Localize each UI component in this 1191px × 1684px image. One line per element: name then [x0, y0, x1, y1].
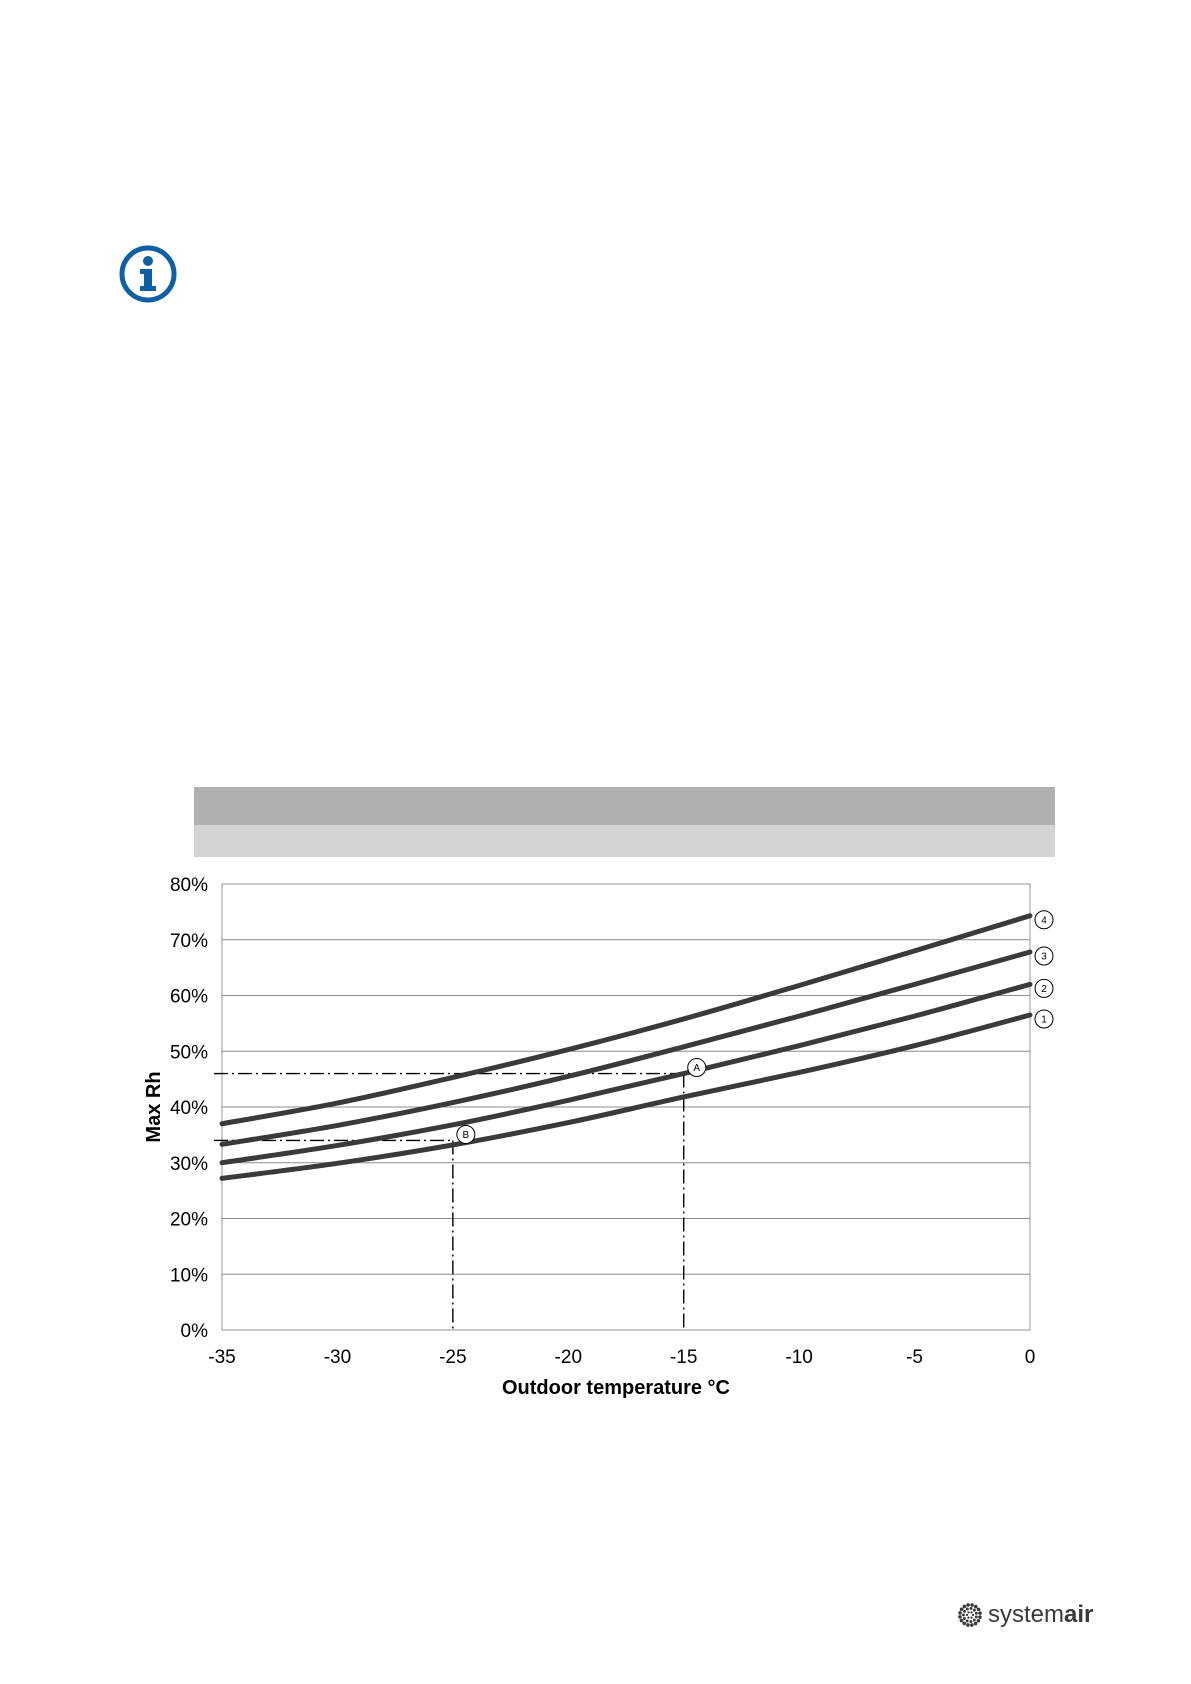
y-tick-label: 0% [180, 1321, 208, 1342]
logo-dot [970, 1611, 972, 1613]
logo-text [988, 1601, 1093, 1629]
chart-svg [130, 860, 1080, 1420]
series-end-label: 2 [1041, 983, 1047, 995]
series-layer [222, 916, 1030, 1179]
annotation-label: A [693, 1063, 701, 1075]
series-end-label: 4 [1041, 915, 1047, 927]
logo-dot [975, 1616, 978, 1619]
x-axis-title: Outdoor temperature °C [501, 1377, 731, 1399]
table-subheader-band [194, 825, 1055, 857]
logo-dot [966, 1620, 969, 1623]
y-tick-label: 80% [169, 875, 208, 896]
x-tick-label: -30 [323, 1347, 352, 1368]
logo-dot [975, 1612, 978, 1615]
logo-dot [958, 1615, 962, 1619]
y-axis-title: Max Rh [143, 1071, 165, 1143]
logo-dot [978, 1615, 982, 1619]
x-tick-label: -10 [785, 1347, 813, 1368]
x-tick-label: 0 [1024, 1347, 1036, 1368]
annotation-label: B [462, 1129, 470, 1141]
logo-dot [958, 1611, 962, 1615]
series-line [222, 1015, 1030, 1178]
y-tick-label: 40% [169, 1098, 208, 1119]
sunburst-dots-icon [958, 1603, 982, 1627]
y-tick-label: 70% [169, 930, 208, 952]
logo-dot [973, 1609, 976, 1612]
y-tick-label: 60% [169, 986, 208, 1008]
y-tick-label: 30% [169, 1153, 208, 1175]
info-icon-graphic [118, 244, 178, 304]
logo-dot [967, 1611, 969, 1613]
logo-dot [974, 1622, 978, 1626]
logo-dot [970, 1603, 974, 1607]
x-tick-label: -25 [439, 1347, 467, 1368]
max-rh-chart [130, 860, 1080, 1420]
logo-text-light: system [988, 1601, 1065, 1628]
logo-dot [960, 1619, 964, 1623]
x-tick-label: -35 [208, 1347, 236, 1368]
logo-dot [963, 1617, 966, 1620]
logo-text-bold: air [1064, 1601, 1094, 1628]
y-tick-label: 10% [169, 1265, 208, 1287]
logo-dot [966, 1603, 970, 1607]
logo-dot [963, 1610, 966, 1613]
logo-dot [977, 1608, 981, 1612]
x-tick-label: -20 [554, 1347, 583, 1368]
y-tick-label: 20% [169, 1209, 208, 1231]
x-tick-label: -15 [669, 1347, 698, 1368]
info-icon [118, 244, 178, 304]
logo-dot [974, 1605, 978, 1609]
series-end-label: 1 [1041, 1014, 1047, 1026]
systemair-logo [958, 1598, 1093, 1632]
series-end-label: 3 [1041, 951, 1047, 963]
logo-dot [966, 1623, 970, 1627]
logo-dot [970, 1623, 974, 1627]
logo-dot [960, 1607, 964, 1611]
y-tick-label: 50% [169, 1042, 208, 1064]
x-tick-label: -5 [906, 1347, 924, 1368]
logo-dot [962, 1613, 965, 1616]
logo-dot [967, 1616, 969, 1618]
logo-dot [978, 1611, 982, 1615]
logo-dot [966, 1614, 968, 1616]
logo-dot [973, 1619, 976, 1622]
logo-dot [970, 1616, 972, 1618]
logo-dot [970, 1607, 973, 1610]
logo-dot [977, 1619, 981, 1623]
logo-dot [962, 1622, 966, 1626]
logo-dot [963, 1605, 967, 1609]
logo-dot [972, 1614, 974, 1616]
logo-dot [969, 1620, 972, 1623]
table-header-band [194, 787, 1055, 825]
logo-dot [966, 1608, 969, 1611]
tick-layer [170, 875, 1035, 1368]
